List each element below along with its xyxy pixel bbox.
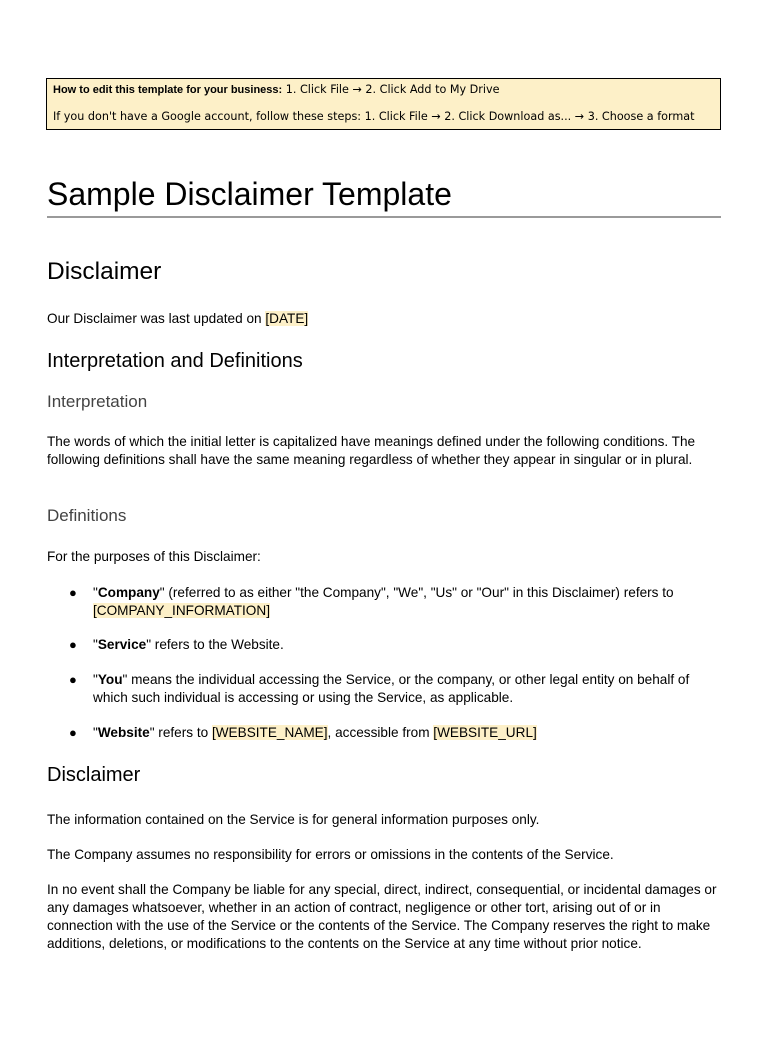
website-name-placeholder: [WEBSITE_NAME] [211,725,328,740]
term-website: Website [97,725,150,740]
bullet-icon: ● [69,637,77,652]
definitions-intro: For the purposes of this Disclaimer: [47,549,261,564]
list-item [69,636,721,654]
definitions-heading: Definitions [47,506,127,525]
instructions-steps: 1. Click File → 2. Click Add to My Drive [282,83,500,96]
disclaimer-section-heading: Disclaimer [47,764,141,786]
bullet-icon: ● [69,725,77,740]
term-service: Service [97,637,147,652]
definition-text-mid: , accessible from [327,725,434,740]
term-company: Company [97,585,160,600]
quote-open: " [93,637,98,652]
quote-open: " [93,585,98,600]
bullet-icon: ● [69,585,77,600]
date-placeholder: [DATE] [265,311,309,326]
list-item [69,671,721,707]
disclaimer-paragraph-1: The information contained on the Service is for general information purposes only. [47,812,540,827]
disclaimer-paragraph-3: In no event shall the Company be liable for any special, direct, indirect, consequential, or incidental damages or any damages whatsoever, whether in an action of contract, negligence or other tort, arising out of or in connection with the use of the Service or the contents of the Service. The Company reserves the right to make additions, deletions, or modifications to the contents on the Service at any time without prior notice. [47,882,717,951]
list-item [69,584,721,620]
list-item [69,724,721,742]
definition-text: " means the individual accessing the Service, or the company, or other legal entity on behalf of which such individual is accessing or using the Service, as applicable. [93,672,690,705]
interpretation-text: The words of which the initial letter is capitalized have meanings defined under the following conditions. The following definitions shall have the same meaning regardless of whether they appear in singular or in plural. [47,434,696,467]
disclaimer-paragraph-2: The Company assumes no responsibility for errors or omissions in the contents of the Service. [47,847,614,862]
last-updated-text [47,310,727,328]
instructions-line-1 [53,83,714,98]
page-title: Sample Disclaimer Template [47,174,721,218]
definition-text: " refers to the Website. [146,637,284,652]
disclaimer-heading: Disclaimer [47,258,162,285]
template-instructions-box [46,78,721,130]
quote-open: " [93,725,98,740]
bullet-icon: ● [69,672,77,687]
last-updated-prefix: Our Disclaimer was last updated on [47,311,266,326]
instructions-line-2: If you don't have a Google account, follow these steps: 1. Click File → 2. Click Download as... → 3. Choose a format [53,109,695,123]
website-url-placeholder: [WEBSITE_URL] [433,725,537,740]
quote-open: " [93,672,98,687]
definition-text: " (referred to as either "the Company", "We", "Us" or "Our" in this Disclaimer) refers to [159,585,674,600]
interpretation-heading: Interpretation [47,392,148,411]
company-info-placeholder: [COMPANY_INFORMATION] [93,603,270,618]
term-you: You [97,672,123,687]
instructions-label: How to edit this template for your business: [53,84,283,96]
definition-text: " refers to [149,725,212,740]
interpretation-definitions-heading: Interpretation and Definitions [47,350,303,372]
